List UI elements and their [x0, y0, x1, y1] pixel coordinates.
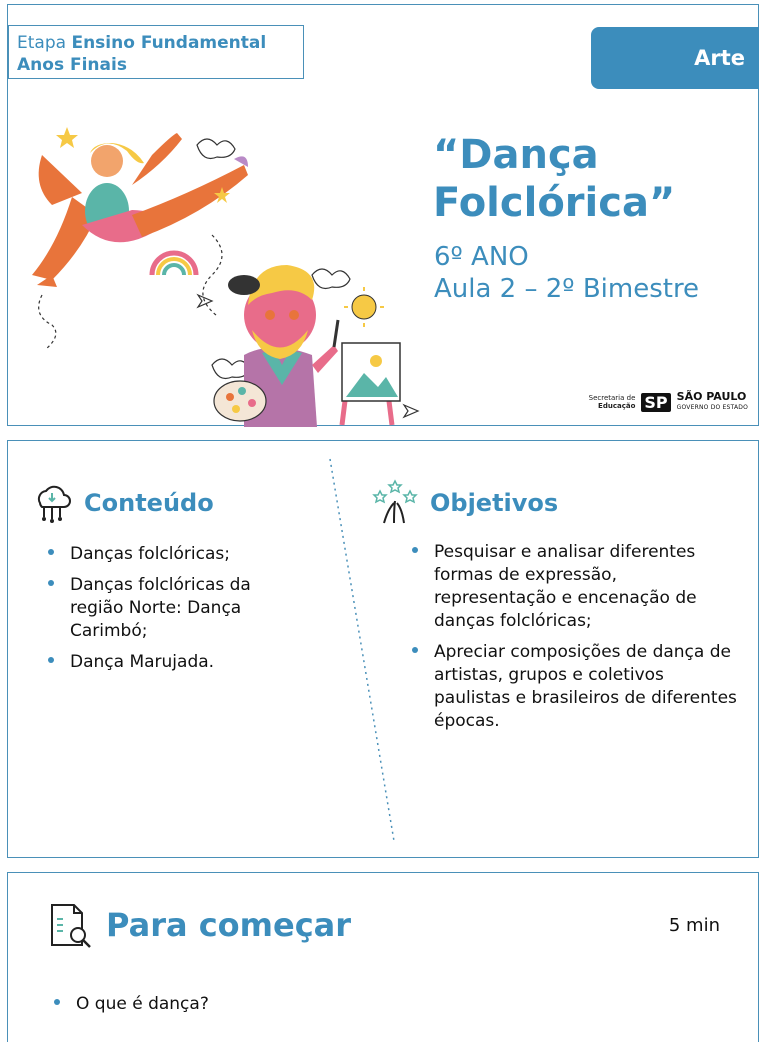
lesson-title: “Dança Folclórica” [433, 132, 676, 226]
stage-badge [8, 25, 304, 79]
rainbow-doodle [152, 253, 196, 275]
lesson-label: Aula 2 – 2º Bimestre [434, 274, 700, 304]
list-item: Danças folclóricas da região Norte: Dança Carimbó; [46, 574, 306, 643]
content-title: Conteúdo [84, 489, 214, 517]
government-logo [589, 391, 748, 413]
state-label: SÃO PAULO GOVERNO DO ESTADO [676, 390, 748, 411]
stage-prefix: Etapa [17, 33, 67, 53]
painter-illustration [214, 265, 338, 427]
dancer-illustration [32, 133, 248, 287]
cloud-network-icon [30, 481, 74, 525]
objectives-title: Objetivos [430, 489, 559, 517]
objectives-list [410, 541, 740, 741]
getting-started-slide [7, 872, 759, 1042]
content-objectives-slide [7, 440, 759, 858]
stage-name: Ensino Fundamental Anos Finais [17, 33, 267, 75]
content-heading [30, 481, 214, 525]
subject-tab [591, 27, 759, 89]
secretaria-label: Secretaria de Educação [588, 394, 636, 410]
getting-started-list [52, 993, 452, 1024]
document-search-icon [48, 901, 94, 949]
list-item: Danças folclóricas; [46, 543, 306, 566]
objectives-heading [370, 479, 558, 527]
getting-started-title: Para começar [106, 906, 352, 944]
dance-and-artist-illustration [12, 115, 432, 427]
list-item: Apreciar composições de dança de artistas, grupos e coletivos paulistas e brasileiros de diferentes épocas. [410, 641, 740, 733]
sp-mark: SP [641, 393, 670, 412]
list-item: O que é dança? [52, 993, 452, 1016]
duration-label: 5 min [668, 915, 720, 936]
content-list [46, 543, 306, 682]
easel-painting [342, 343, 400, 425]
grade-label: 6º ANO [434, 242, 529, 272]
fireworks-icon [370, 479, 420, 527]
list-item: Pesquisar e analisar diferentes formas de expressão, representação e encenação de danças folclóricas; [410, 541, 740, 633]
list-item: Dança Marujada. [46, 651, 306, 674]
lesson-subtitle [434, 241, 699, 305]
cover-slide [7, 4, 759, 426]
sun-doodle [344, 287, 384, 327]
subject-label: Arte [694, 46, 745, 70]
getting-started-heading [48, 901, 351, 949]
